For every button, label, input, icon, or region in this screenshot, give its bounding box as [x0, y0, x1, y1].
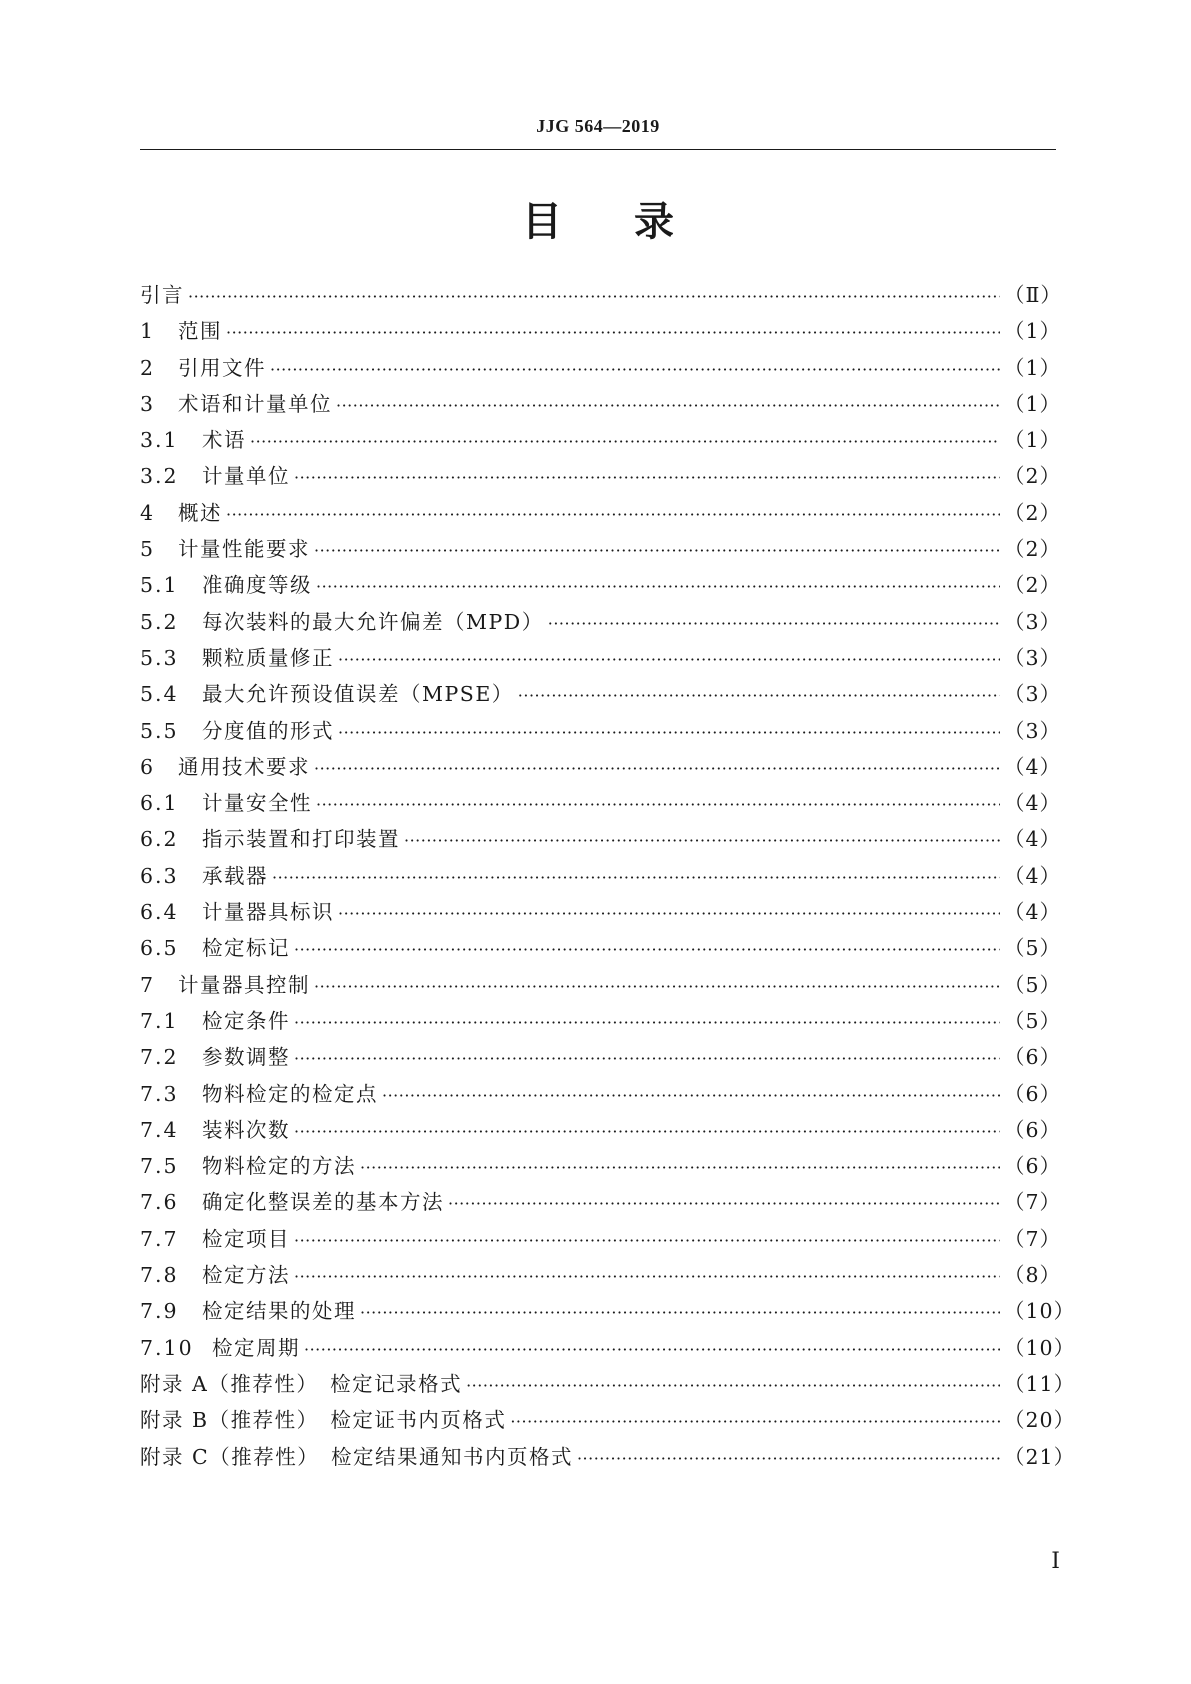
toc-leader-dots — [404, 823, 1000, 859]
toc-entry-title: 物料检定的方法 — [202, 1154, 356, 1179]
toc-leader-dots — [294, 1259, 1000, 1295]
toc-entry-page: （7） — [1004, 1226, 1062, 1251]
toc-entry-number: 3 — [140, 391, 156, 416]
toc-entry-page: （6） — [1004, 1154, 1062, 1179]
toc-leader-dots — [466, 1368, 1000, 1404]
toc-entry-page: （3） — [1004, 682, 1062, 707]
toc-entry-page: （20） — [1004, 1408, 1076, 1433]
toc-entry-title: 计量器具标识 — [202, 900, 334, 925]
toc-entry[interactable] — [140, 1039, 1062, 1075]
toc-entry-title: 分度值的形式 — [202, 718, 334, 743]
toc-leader-dots — [338, 715, 1000, 751]
toc-entry-number: 7.2 — [140, 1045, 179, 1070]
toc-leader-dots — [316, 569, 1000, 605]
toc-leader-dots — [448, 1186, 1000, 1222]
toc-entry-title: 检定标记 — [202, 936, 290, 961]
toc-entry[interactable] — [140, 640, 1062, 676]
toc-entry-page: （4） — [1004, 754, 1062, 779]
toc-entry-page: （10） — [1004, 1299, 1076, 1324]
standard-code-header: JJG 564—2019 — [536, 116, 660, 136]
toc-leader-dots — [314, 969, 1000, 1005]
toc-entry[interactable] — [140, 894, 1062, 930]
toc-entry-title: 计量安全性 — [202, 791, 312, 816]
toc-entry[interactable] — [140, 1257, 1062, 1293]
toc-leader-dots — [314, 533, 1000, 569]
toc-leader-dots — [294, 460, 1000, 496]
toc-entry-number: 6 — [140, 754, 156, 779]
toc-entry-page: （5） — [1004, 1008, 1062, 1033]
toc-leader-dots — [548, 606, 1000, 642]
toc-leader-dots — [577, 1441, 1000, 1477]
toc-entry-title: 计量单位 — [202, 464, 290, 489]
toc-entry-number: 6.5 — [140, 936, 179, 961]
toc-entry[interactable] — [140, 967, 1062, 1003]
toc-entry-title: 附录 A（推荐性） 检定记录格式 — [140, 1371, 463, 1396]
toc-entry-title: 最大允许预设值误差（MPSE） — [202, 682, 514, 707]
toc-entry-title: 装料次数 — [202, 1117, 290, 1142]
toc-leader-dots — [270, 352, 1000, 388]
toc-entry-page: （3） — [1004, 645, 1062, 670]
toc-entry-page: （1） — [1004, 428, 1062, 453]
toc-entry-page: （6） — [1004, 1081, 1062, 1106]
toc-leader-dots — [518, 678, 1000, 714]
toc-entry[interactable] — [140, 1293, 1076, 1329]
toc-leader-dots — [294, 1114, 1000, 1150]
toc-entry-title: 引用文件 — [178, 355, 266, 380]
toc-entry-number: 6.3 — [140, 863, 179, 888]
toc-entry-page: （4） — [1004, 827, 1062, 852]
toc-leader-dots — [294, 932, 1000, 968]
toc-entry-page: （7） — [1004, 1190, 1062, 1215]
toc-entry-title: 颗粒质量修正 — [202, 645, 334, 670]
toc-leader-dots — [250, 424, 1000, 460]
toc-entry[interactable] — [140, 1439, 1076, 1475]
toc-entry-page: （3） — [1004, 609, 1062, 634]
toc-entry-page: （11） — [1004, 1371, 1076, 1396]
toc-entry-page: （1） — [1004, 319, 1062, 344]
toc-entry[interactable] — [140, 1402, 1076, 1438]
toc-entry-page: （10） — [1004, 1335, 1076, 1360]
toc-entry-page: （6） — [1004, 1045, 1062, 1070]
toc-entry[interactable] — [140, 1076, 1062, 1112]
toc-entry-page: （4） — [1004, 791, 1062, 816]
toc-entry-number: 6.1 — [140, 791, 179, 816]
toc-entry-number: 7.1 — [140, 1008, 179, 1033]
toc-leader-dots — [338, 896, 1000, 932]
toc-leader-dots — [316, 787, 1000, 823]
toc-entry-page: （3） — [1004, 718, 1062, 743]
toc-entry-page: （1） — [1004, 355, 1062, 380]
toc-entry[interactable] — [140, 713, 1062, 749]
header-divider — [140, 149, 1056, 150]
toc-entry-number: 7.5 — [140, 1154, 179, 1179]
toc-entry-title: 通用技术要求 — [178, 754, 310, 779]
toc-entry-number: 6.4 — [140, 900, 179, 925]
toc-entry[interactable] — [140, 604, 1062, 640]
toc-entry-title: 确定化整误差的基本方法 — [202, 1190, 444, 1215]
toc-entry-title: 每次装料的最大允许偏差（MPD） — [202, 609, 544, 634]
toc-entry-title: 指示装置和打印装置 — [202, 827, 400, 852]
toc-entry[interactable] — [140, 858, 1062, 894]
toc-entry-title: 附录 B（推荐性） 检定证书内页格式 — [140, 1408, 507, 1433]
toc-leader-dots — [314, 751, 1000, 787]
toc-entry-number: 3.1 — [140, 428, 179, 453]
toc-entry-number: 7 — [140, 972, 156, 997]
toc-entry-page: （2） — [1004, 573, 1062, 598]
toc-entry-title: 承载器 — [202, 863, 268, 888]
toc-entry-number: 5.3 — [140, 645, 179, 670]
toc-entry-number: 3.2 — [140, 464, 179, 489]
toc-entry-number: 4 — [140, 500, 156, 525]
toc-entry[interactable] — [140, 1184, 1062, 1220]
toc-entry[interactable] — [140, 1112, 1062, 1148]
toc-leader-dots — [336, 388, 1000, 424]
page-number: Ⅰ — [1051, 1548, 1060, 1573]
toc-entry-title: 物料检定的检定点 — [202, 1081, 378, 1106]
toc-entry-page: （2） — [1004, 500, 1062, 525]
toc-entry-page: （Ⅱ） — [1004, 283, 1062, 307]
toc-leader-dots — [360, 1295, 1000, 1331]
toc-entry-number: 7.7 — [140, 1226, 179, 1251]
table-of-contents — [140, 277, 1076, 1475]
toc-entry-page: （2） — [1004, 537, 1062, 562]
toc-entry-number: 2 — [140, 355, 156, 380]
toc-leader-dots — [304, 1332, 1000, 1368]
toc-entry-number: 5.4 — [140, 682, 179, 707]
toc-entry[interactable] — [140, 1003, 1062, 1039]
toc-leader-dots — [338, 642, 1000, 678]
toc-entry-title: 概述 — [178, 500, 222, 525]
toc-entry[interactable] — [140, 1330, 1076, 1366]
toc-leader-dots — [360, 1150, 1000, 1186]
toc-entry-title: 范围 — [178, 319, 222, 344]
toc-entry[interactable] — [140, 785, 1062, 821]
toc-entry-title: 检定结果的处理 — [202, 1299, 356, 1324]
toc-entry-number: 5.5 — [140, 718, 179, 743]
toc-entry-number: 7.10 — [140, 1335, 194, 1360]
toc-leader-dots — [294, 1041, 1000, 1077]
toc-entry-page: （2） — [1004, 464, 1062, 489]
toc-entry-page: （8） — [1004, 1263, 1062, 1288]
toc-entry-title: 参数调整 — [202, 1045, 290, 1070]
toc-entry-page: （1） — [1004, 391, 1062, 416]
toc-entry-number: 7.9 — [140, 1299, 179, 1324]
toc-entry-title: 计量性能要求 — [178, 537, 310, 562]
toc-leader-dots — [226, 497, 1000, 533]
toc-entry-page: （4） — [1004, 863, 1062, 888]
page-title: 目录 — [522, 199, 746, 245]
toc-entry[interactable] — [140, 821, 1062, 857]
toc-entry-number: 5.1 — [140, 573, 179, 598]
toc-entry[interactable] — [140, 458, 1062, 494]
toc-entry[interactable] — [140, 350, 1062, 386]
toc-entry-title: 术语和计量单位 — [178, 391, 332, 416]
toc-entry-page: （5） — [1004, 936, 1062, 961]
toc-entry[interactable] — [140, 531, 1062, 567]
toc-entry-number: 7.8 — [140, 1263, 179, 1288]
toc-entry[interactable] — [140, 1148, 1062, 1184]
toc-entry[interactable] — [140, 930, 1062, 966]
toc-leader-dots — [294, 1223, 1000, 1259]
toc-entry-page: （21） — [1004, 1444, 1076, 1469]
toc-entry[interactable] — [140, 386, 1062, 422]
toc-entry-number: 7.6 — [140, 1190, 179, 1215]
toc-entry-page: （4） — [1004, 900, 1062, 925]
toc-entry-title: 检定项目 — [202, 1226, 290, 1251]
toc-entry-title: 附录 C（推荐性） 检定结果通知书内页格式 — [140, 1444, 573, 1469]
toc-entry-page: （6） — [1004, 1117, 1062, 1142]
toc-entry[interactable] — [140, 422, 1062, 458]
toc-entry-title: 术语 — [202, 428, 246, 453]
toc-entry-title: 准确度等级 — [202, 573, 312, 598]
toc-entry[interactable] — [140, 495, 1062, 531]
toc-entry-number: 1 — [140, 319, 156, 344]
toc-entry-title: 检定方法 — [202, 1263, 290, 1288]
toc-leader-dots — [272, 860, 1000, 896]
toc-entry-number: 5.2 — [140, 609, 179, 634]
toc-leader-dots — [188, 279, 1000, 315]
toc-leader-dots — [226, 315, 1000, 351]
toc-entry[interactable] — [140, 313, 1062, 349]
toc-entry-title: 检定条件 — [202, 1008, 290, 1033]
toc-entry[interactable] — [140, 749, 1062, 785]
toc-entry-number: 7.3 — [140, 1081, 179, 1106]
toc-leader-dots — [510, 1404, 1000, 1440]
toc-entry-number: 5 — [140, 537, 156, 562]
toc-entry-number: 7.4 — [140, 1117, 179, 1142]
toc-entry[interactable] — [140, 277, 1062, 313]
toc-entry-title: 计量器具控制 — [178, 972, 310, 997]
toc-leader-dots — [294, 1005, 1000, 1041]
toc-leader-dots — [382, 1078, 1000, 1114]
toc-entry-number: 6.2 — [140, 827, 179, 852]
toc-entry-title: 检定周期 — [212, 1335, 300, 1360]
toc-entry-page: （5） — [1004, 972, 1062, 997]
toc-entry[interactable] — [140, 1221, 1062, 1257]
toc-entry[interactable] — [140, 1366, 1076, 1402]
toc-entry-title: 引言 — [140, 283, 184, 307]
toc-entry[interactable] — [140, 567, 1062, 603]
toc-entry[interactable] — [140, 676, 1062, 712]
